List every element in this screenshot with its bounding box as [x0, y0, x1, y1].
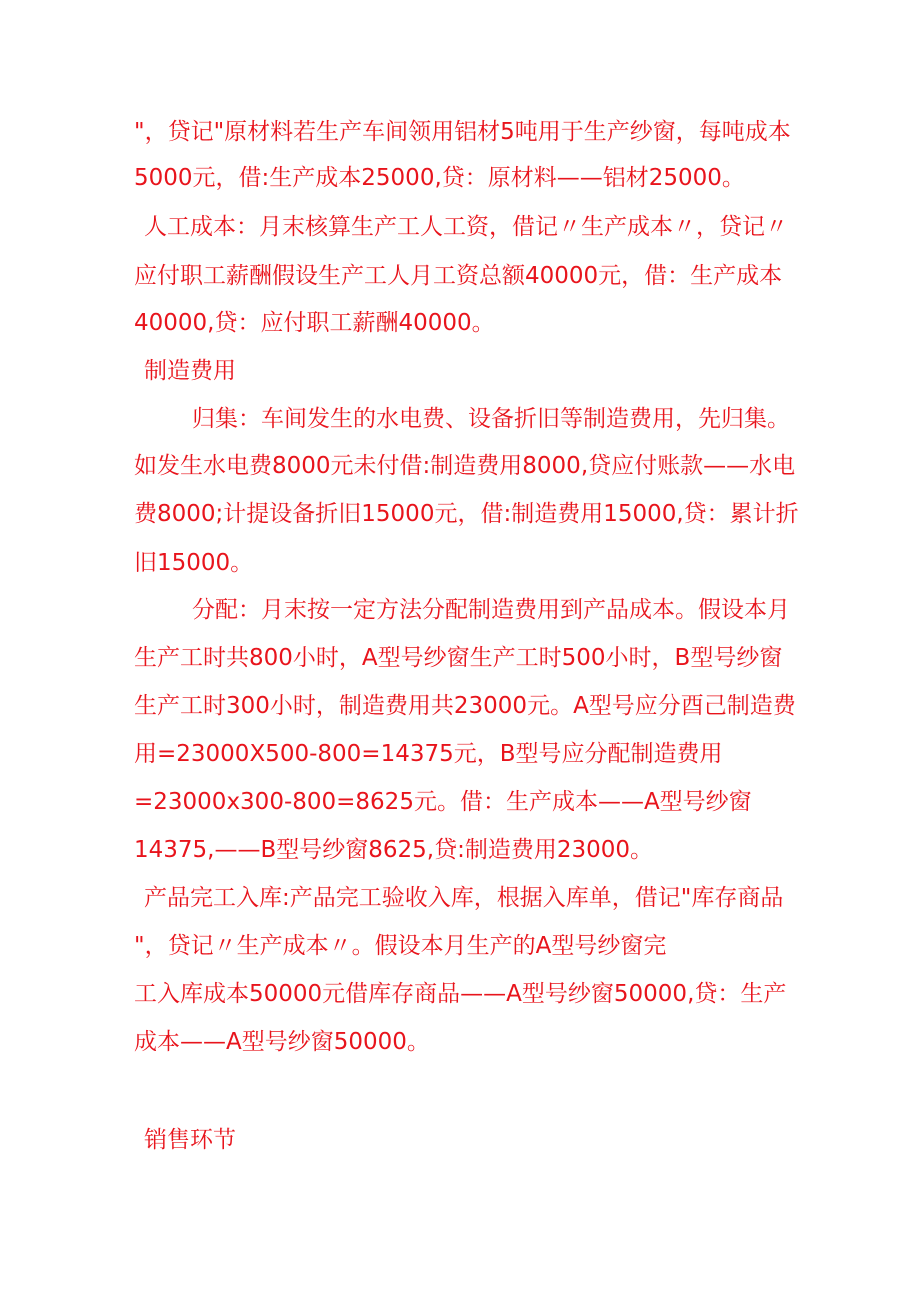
text-line-7: 归集：车间发生的水电费、设备折旧等制造费用，先归集。: [192, 406, 790, 432]
text-line-12: 生产工时共800小时，A型号纱窗生产工时500小时，B型号纱窗: [134, 645, 783, 671]
text-line-8: 如发生水电费8000元未付借:制造费用8000,贷应付账款——水电: [134, 453, 796, 479]
text-line-14: 用=23000X500-800=14375元，B型号应分配制造费用: [134, 741, 723, 767]
text-line-17: 产品完工入库:产品完工验收入库，根据入库单，借记"库存商品: [144, 885, 784, 911]
text-line-5: 40000,贷：应付职工薪酬40000。: [134, 310, 495, 336]
text-line-10: 旧15000。: [134, 550, 254, 576]
text-line-19: 工入库成本50000元借库存商品——A型号纱窗50000,贷：生产: [134, 981, 787, 1007]
text-line-4: 应付职工薪酬假设生产工人月工资总额40000元，借：生产成本: [134, 263, 783, 289]
section-heading-manufacturing-cost: 制造费用: [144, 358, 236, 384]
text-line-16: 14375,——B型号纱窗8625,贷:制造费用23000。: [134, 837, 654, 863]
text-line-13: 生产工时300小时，制造费用共23000元。A型号应分酉己制造费: [134, 693, 796, 719]
text-line-2: 5000元，借:生产成本25000,贷：原材料——铝材25000。: [134, 165, 745, 191]
text-line-18: "，贷记〃生产成本〃。假设本月生产的A型号纱窗完: [134, 933, 667, 959]
text-line-3: 人工成本：月末核算生产工人工资，借记〃生产成本〃，贷记〃: [144, 214, 788, 240]
text-line-20: 成本——A型号纱窗50000。: [134, 1029, 430, 1055]
text-line-9: 费8000;计提设备折旧15000元，借:制造费用15000,贷：累计折: [134, 501, 799, 527]
section-heading-sales: 销售环节: [144, 1127, 236, 1153]
text-line-15: =23000x300-800=8625元。借：生产成本——A型号纱窗: [134, 789, 752, 815]
text-line-1: "，贷记"原材料若生产车间领用铝材5吨用于生产纱窗，每吨成本: [134, 119, 791, 145]
text-line-11: 分配：月末按一定方法分配制造费用到产品成本。假设本月: [192, 597, 790, 623]
